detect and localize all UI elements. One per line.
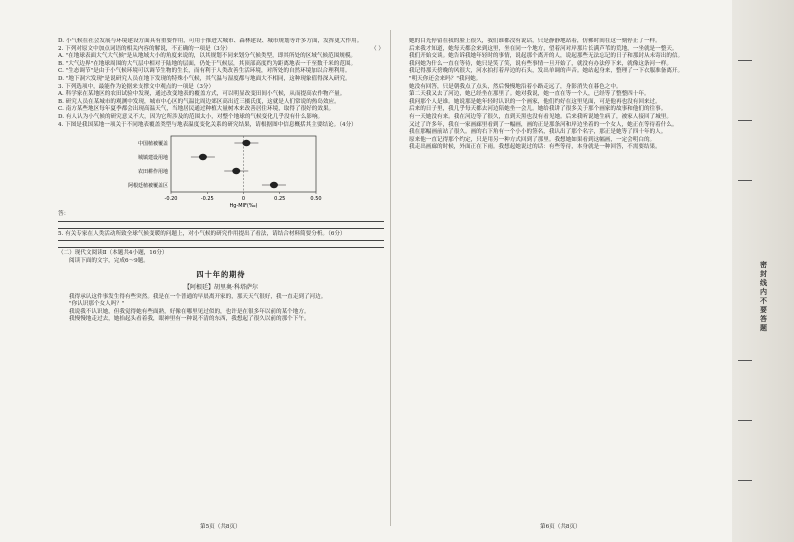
q2-option-c: C. "生态调节"是由于小气候环境可以调节生物的生长，而有利于人类改善生活环境，对所处的自然环境加以合理利用。 [58, 68, 351, 75]
seal-tick [738, 120, 752, 121]
hg-mif-chart [76, 132, 326, 208]
q3-option-b: B. 研究人员在某城市的观测中发现，城市中心区的气温比周边郊区高出近三摄氏度，这就是人们常说的热岛效应。 [58, 98, 340, 105]
seal-tick [738, 60, 752, 61]
page-divider [390, 30, 391, 526]
x-tick-label: -0.25 [200, 196, 214, 203]
story-paragraph: 有一天她没有来。我在河边等了很久，直到天黑也没有看见她。后来我听说她生病了，被家人接回了城里。 [409, 113, 672, 120]
q3-option-d: D. 有人认为小气候的研究意义不大，因为它所涉及的范围太小，对整个地球的气候变化几乎没有什么影响。 [58, 113, 324, 120]
story-title: 四十年的期待 [196, 269, 246, 279]
category-label: 阿根廷植被覆盖区 [127, 183, 168, 190]
question-3: 3. 下列选项中，最能作为论据来支撑文中观点的一项是（3分） [58, 83, 215, 90]
option-d: D. 小气候在社会发展与环境建设方面具有重要作用，可用于推进大城市、森林建设、城市规划等许多方面，发挥更大作用。 [58, 38, 363, 44]
seal-tick [738, 480, 752, 481]
story-paragraph: 我记得那天傍晚的风很大，河水拍打着岸边的石头，发出单调的声音。她站起身来，整理了一下衣服准备离开。 [409, 68, 684, 75]
story-paragraph: 我在那幅画前站了很久。画的右下角有一个小小的签名，我认出了那个名字，那正是她等了四十年的人。 [409, 129, 667, 136]
story-paragraph: 第二天我又去了河边，她已经坐在那里了。她对我说，她一直在等一个人，已经等了整整四十年。 [409, 91, 650, 98]
story-paragraph: 原来他一直记得那个约定，只是用另一种方式回到了那里。我想她如果看到这幅画，一定会明白的。 [409, 136, 656, 143]
question-4: 4. 下图是我国某地一项关于不同地表覆盖类型与地表温度变化关系的研究结果，请根据图中信息概括其主要结论。（4分） [58, 121, 357, 128]
seal-tick [738, 180, 752, 181]
q2-option-a: A. "在地球表面大气大气候"是从地域大小的角度来说的，以其规划不同来划分气候类型，即其所处的区域气候范围规模。 [58, 53, 357, 60]
data-point [199, 154, 207, 160]
q3-option-c: C. 南方某些地区每年夏季都会出现高温天气，当地居民通过种植大量树木来改善居住环境，取得了很好的效果。 [58, 106, 335, 113]
data-point [242, 140, 250, 146]
story-paragraph: 她的目光停留在我的脸上很久，我们谁都没有说话，只是静静地站着，仿佛时间在这一刻停止了一样。 [409, 38, 661, 44]
question-2-text: 2. 下列对原文中加点词语的相关内容的解说，不正确的一项是（3分） [58, 45, 231, 52]
q2-option-d: D. "地下洞穴发现"是说研究人员在地下发现的特殊小气候，其气温与湿度都与地面大不相同，这种现象值得深入研究。 [58, 75, 351, 82]
section-2-instruction: 阅读下面的文字，完成6～9题。 [69, 257, 149, 264]
seal-line-notice: 密封线内不要答题 [760, 260, 767, 332]
page-number-left: 第5页（共8页） [200, 524, 241, 530]
story-paragraph: 我问她为什么一直在等待，她只是笑了笑，说有些事情一旦开始了，就没有办法停下来，就像这条河一样。 [409, 60, 672, 67]
q2-option-b: B. "大气边界"在地球周围的大气层中相对于陆地的层面，仍处于气候层，其顶部高度约为距离地表一千至数千米的范围。 [58, 60, 357, 67]
story-dialogue: "明天你还会来吗？"我问她。 [409, 75, 482, 82]
question-5: 5. 有关专家在人类活动所致全球气候变暖的问题上，对小气候的研究作用提出了看法，请结合材料简要分析。（6分） [58, 230, 346, 237]
section-2-heading: （二）现代文阅读Ⅱ（本题共4小题，16分） [58, 250, 168, 257]
left-page [58, 38, 384, 518]
x-tick-label: 0.50 [310, 196, 322, 203]
chart-container [76, 132, 326, 208]
story-paragraph: 又过了许多年，我在一家画廊里看到了一幅画，画的正是那条河和岸边坐着的一个女人，她正在等待着什么。 [409, 121, 678, 128]
right-page [398, 38, 724, 518]
x-tick-label: 0.25 [274, 196, 286, 203]
answer-paren: （ ） [371, 45, 384, 52]
story-paragraph: "你认识那个女人吗？" [69, 301, 125, 308]
story-paragraph: 后来我才知道，她每天都会来到这里，坐在同一个地方，望着河对岸那片长满芦苇的荒地，一坐就是一整天。 [409, 45, 678, 52]
story-paragraph: 她没有回答，只是朝我点了点头，然后慢慢地沿着小路走远了，身影消失在暮色之中。 [409, 83, 622, 90]
story-paragraph: 我得承认这件事发生得有些突然。我是在一个普通的早晨离开家的，那天天气很好，我一直走到了河边。 [69, 293, 327, 300]
story-paragraph: 我走出画廊的时候，外面正在下雨。我想起她说过的话：有些等待，本身就是一种回答，不需要结果。 [409, 144, 661, 151]
story-paragraph: 我们开始交谈。她告诉我她年轻时的事情，说起那个离开的人，说起那些无法忘记的日子和那封从未寄出的信。 [409, 53, 684, 60]
story-paragraph: 我说我不认识她，但我觉得她有些面熟，好像在哪里见过似的，也许是在很多年以前的某个地方。 [69, 308, 310, 315]
x-tick-label: -0.20 [164, 196, 178, 203]
answer-line[interactable] [58, 240, 384, 248]
data-point [232, 168, 240, 174]
story-paragraph: 后来的日子里，我几乎每天都去河边陪她坐一会儿。她给我讲了很多关于那个画家的故事和他们的往事。 [409, 106, 667, 113]
data-point [270, 182, 278, 188]
seal-tick [738, 420, 752, 421]
x-tick-label: 0 [241, 196, 246, 203]
x-axis-label: Hg-MIF(‰) [229, 203, 258, 209]
answer-label: 答： [58, 211, 70, 218]
category-label: 中国植被覆盖 [137, 141, 168, 148]
category-label: 农田耕作用地 [137, 169, 168, 176]
answer-line[interactable] [58, 221, 384, 229]
seal-tick [738, 360, 752, 361]
story-paragraph: 我问那个人是谁。她说那是她年轻时认识的一个画家，他们约好在这里见面，可是他再也没有回来过。 [409, 98, 661, 105]
seal-strip [732, 0, 794, 542]
story-paragraph: 我慢慢地走过去，她抬起头看着我，眼神里有一种说不清的东西，我想起了很久以前的那个下午。 [69, 316, 310, 323]
category-label: 城镇建设用地 [137, 155, 168, 162]
story-author: 【阿根廷】胡里奥·科塔萨尔 [184, 283, 258, 291]
q3-option-a: A. 科学家在某地区的农田试验中发现，通过改变地表的覆盖方式，可以明显改变田间小气候，从而提高农作物产量。 [58, 91, 346, 98]
page-number-right: 第6页（共8页） [540, 524, 581, 530]
